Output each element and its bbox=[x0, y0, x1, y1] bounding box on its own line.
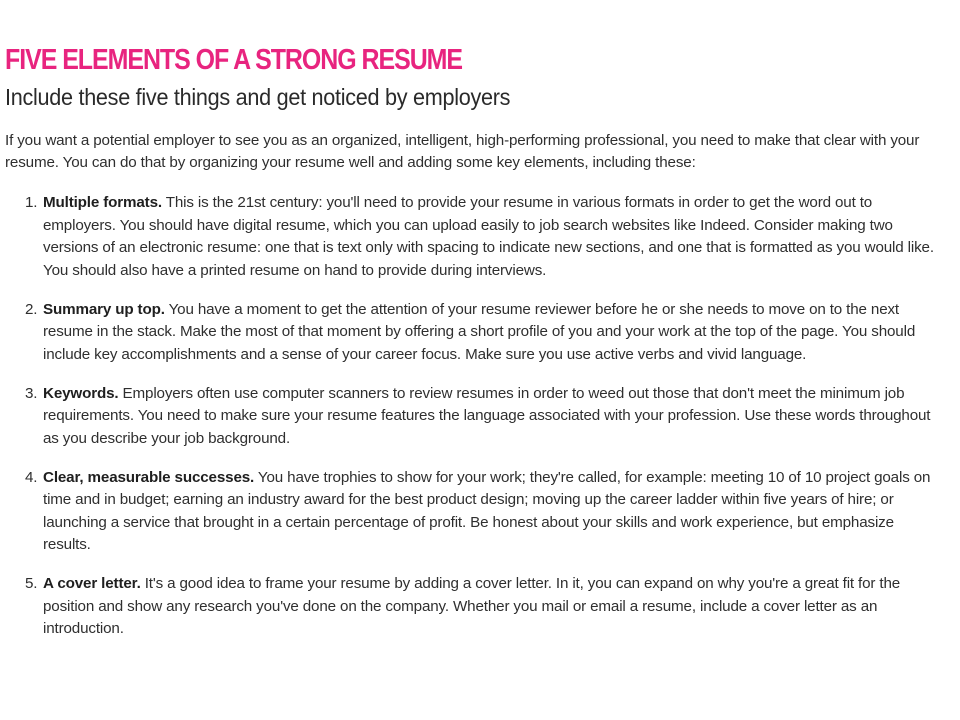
list-item-heading: A cover letter. bbox=[43, 575, 141, 592]
list-item-number: 5. bbox=[25, 575, 38, 592]
page-title: FIVE ELEMENTS OF A STRONG RESUME bbox=[5, 44, 463, 76]
list-item-text: You have trophies to show for your work; they're called, for example: meeting 10 of 10 project goals on time and in budget; earning an industry award for the best product design; moving up the career ladder within five years of hire; or launching a service that brought in a certain percentage of profit. Be honest about your skills and work experience, but emphasize results. bbox=[43, 468, 931, 553]
list-item-body bbox=[43, 299, 935, 367]
list-item-heading: Clear, measurable successes. bbox=[43, 468, 255, 486]
list-item bbox=[5, 299, 940, 367]
list-item-number: 4. bbox=[25, 468, 38, 486]
list-item-number: 1. bbox=[25, 194, 38, 211]
elements-list bbox=[5, 192, 940, 641]
list-item-body bbox=[43, 383, 935, 451]
list-item-body bbox=[43, 573, 935, 641]
list-item-body bbox=[43, 192, 935, 282]
list-item bbox=[5, 192, 940, 282]
list-item-text: It's a good idea to frame your resume by adding a cover letter. In it, you can expand on why you're a great fit for the position and show any research you've done on the company. Whether you mail or email a resume, include a cover letter as an introduction. bbox=[43, 575, 901, 637]
list-item-heading: Multiple formats. bbox=[43, 194, 162, 211]
list-item bbox=[5, 467, 940, 557]
list-item-body bbox=[43, 467, 935, 557]
list-item-text: You have a moment to get the attention of your resume reviewer before he or she needs to move on to the next resume in the stack. Make the most of that moment by offering a short profile of you and your work at the top of the page. You should include key accomplishments and a sense of your career focus. Make sure you use active verbs and vivid language. bbox=[43, 300, 916, 363]
list-item-number: 3. bbox=[25, 384, 38, 402]
list-item bbox=[5, 383, 940, 451]
intro-paragraph: If you want a potential employer to see you as an organized, intelligent, high-performing professional, you need to make that clear with your resume. You can do that by organizing your resume well and adding some key elements, including these: bbox=[5, 132, 920, 171]
list-item-heading: Summary up top. bbox=[43, 300, 165, 318]
list-item-text: Employers often use computer scanners to review resumes in order to weed out those that don't meet the minimum job requirements. You need to make sure your resume features the language associated with your profession. Use these words throughout as you describe your job background. bbox=[43, 384, 931, 447]
page-subtitle: Include these five things and get noticed by employers bbox=[5, 84, 511, 110]
list-item-number: 2. bbox=[25, 300, 38, 318]
list-item bbox=[5, 573, 940, 641]
list-item-text: This is the 21st century: you'll need to provide your resume in various formats in order to get the word out to employers. You should have digital resume, which you can upload easily to job search websites like Indeed. Consider making two versions of an electronic resume: one that is text only with spacing to indicate new sections, and one that is formatted as you would like. You should also have a printed resume on hand to provide during interviews. bbox=[43, 194, 934, 279]
list-item-heading: Keywords. bbox=[43, 384, 119, 402]
